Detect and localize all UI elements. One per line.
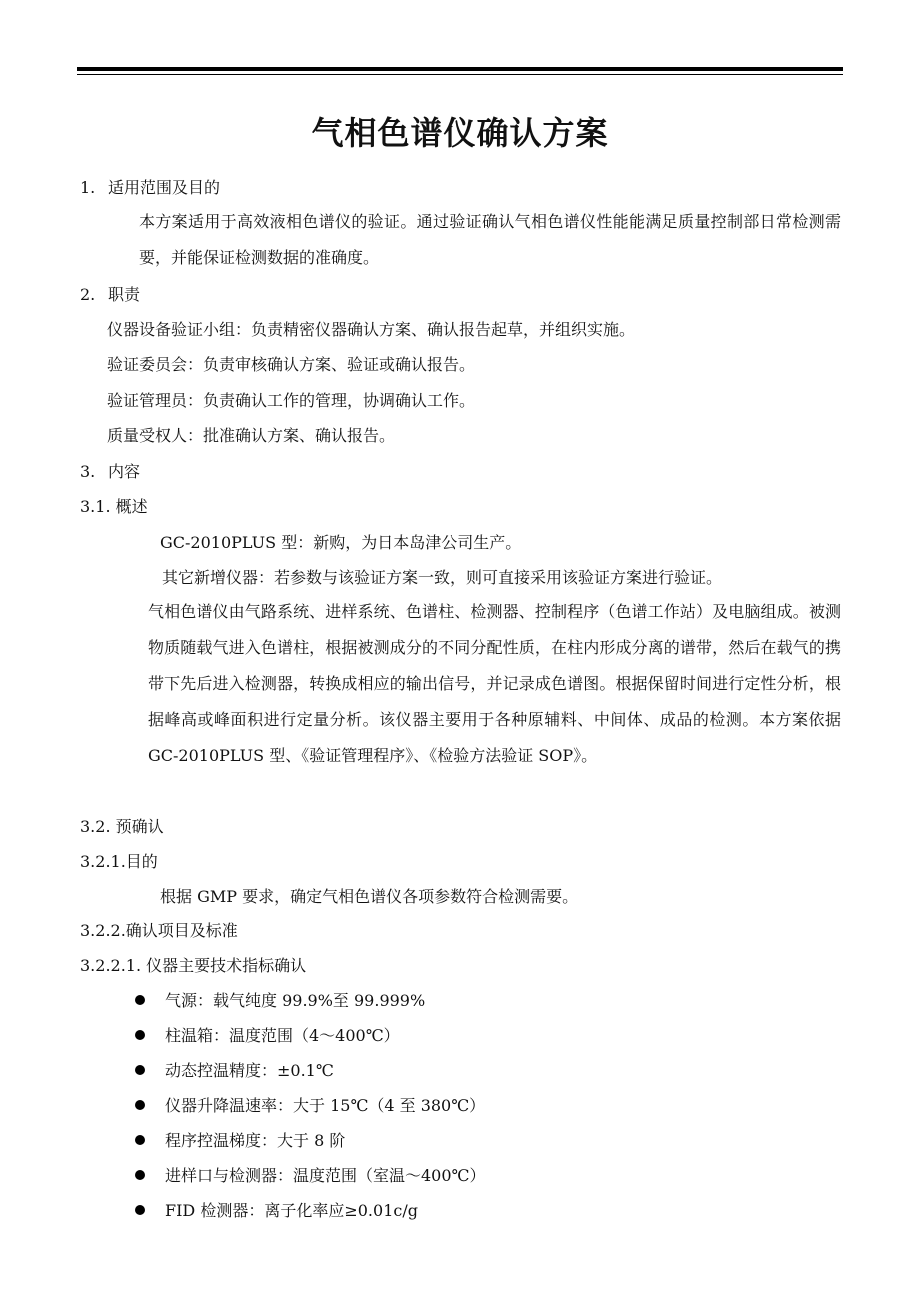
duty-line: 验证委员会：负责审核确认方案、验证或确认报告。	[107, 355, 476, 374]
bullet-icon	[135, 1170, 145, 1180]
spec-text: 进样口与检测器：温度范围（室温～400℃）	[165, 1166, 486, 1185]
section-3-1-model: GC-2010PLUS 型：新购，为日本岛津公司生产。	[160, 533, 522, 552]
section-1-label: 适用范围及目的	[108, 178, 221, 197]
bullet-icon	[135, 1100, 145, 1110]
spec-text: 程序控温梯度：大于 8 阶	[165, 1131, 346, 1150]
section-1-text: 本方案适用于高效液相色谱仪的验证。通过验证确认气相色谱仪性能能满足质量控制部日常检测需要，并能保证检测数据的准确度。	[139, 212, 841, 267]
section-3-2-1-heading: 3.2.1.目的	[80, 852, 158, 871]
section-3-2-2-heading: 3.2.2.确认项目及标准	[80, 921, 238, 940]
bullet-icon	[135, 1205, 145, 1215]
section-1-body	[107, 204, 841, 276]
section-3-1-body	[116, 594, 841, 774]
bullet-icon	[135, 1065, 145, 1075]
spec-item	[135, 1131, 345, 1151]
section-3-1-heading: 3.1. 概述	[80, 497, 148, 516]
section-2-label: 职责	[108, 285, 141, 304]
section-1-heading	[80, 178, 220, 198]
duty-line: 仪器设备验证小组：负责精密仪器确认方案、确认报告起草，并组织实施。	[107, 320, 636, 339]
spec-item	[135, 991, 425, 1011]
spec-item	[135, 1201, 418, 1221]
section-3-2-1-body: 根据 GMP 要求，确定气相色谱仪各项参数符合检测需要。	[160, 887, 579, 906]
section-3-1-other: 其它新增仪器：若参数与该验证方案一致，则可直接采用该验证方案进行验证。	[162, 568, 723, 587]
spec-text: 仪器升降温速率：大于 15℃（4 至 380℃）	[165, 1096, 486, 1115]
section-3-label: 内容	[108, 462, 141, 481]
section-2-number: 2.	[80, 285, 96, 304]
spec-text: 柱温箱：温度范围（4～400℃）	[165, 1026, 400, 1045]
spec-item	[135, 1061, 334, 1081]
spec-text: FID 检测器：离子化率应≥0.01c/g	[165, 1201, 418, 1220]
document-title: 气相色谱仪确认方案	[311, 114, 609, 152]
section-2-heading	[80, 285, 140, 305]
section-3-1-description: 气相色谱仪由气路系统、进样系统、色谱柱、检测器、控制程序（色谱工作站）及电脑组成。被测物质随载气进入色谱柱，根据被测成分的不同分配性质，在柱内形成分离的谱带，然后在载气的携带下先后进入检测器，转换成相应的输出信号，并记录成色谱图。根据保留时间进行定性分析，根据峰高或峰面积进行定量分析。该仪器主要用于各种原辅料、中间体、成品的检测。本方案依据 GC-2010PLUS 型、《验证管理程序》、《检验方法验证 SOP》。	[148, 602, 841, 765]
spec-item	[135, 1166, 485, 1186]
section-3-2-heading: 3.2. 预确认	[80, 817, 164, 836]
header-rule-thick	[77, 67, 843, 71]
spec-text: 气源：载气纯度 99.9%至 99.999%	[165, 991, 426, 1010]
bullet-icon	[135, 995, 145, 1005]
section-1-number: 1.	[80, 178, 96, 197]
spec-item	[135, 1096, 485, 1116]
bullet-icon	[135, 1030, 145, 1040]
spec-text: 动态控温精度：±0.1℃	[165, 1061, 334, 1080]
spec-item	[135, 1026, 400, 1046]
duty-line: 质量受权人：批准确认方案、确认报告。	[107, 426, 396, 445]
duty-line: 验证管理员：负责确认工作的管理，协调确认工作。	[107, 391, 476, 410]
section-3-number: 3.	[80, 462, 96, 481]
bullet-icon	[135, 1135, 145, 1145]
section-3-heading	[80, 462, 140, 482]
header-rule-thin	[77, 74, 843, 75]
section-3-2-2-1-heading: 3.2.2.1. 仪器主要技术指标确认	[80, 956, 307, 975]
